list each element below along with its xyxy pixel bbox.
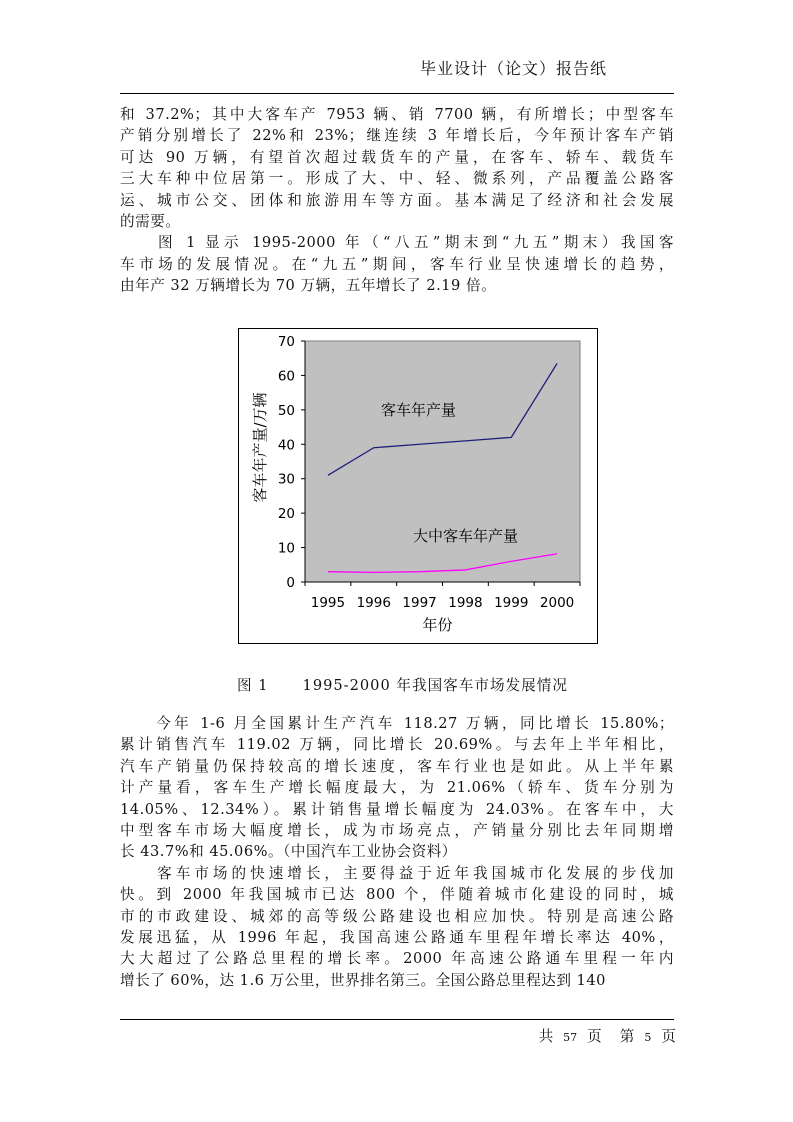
text-line: 产销分别增长了 22%和 23%；继连续 3 年增长后，今年预计客车产销 — [120, 127, 674, 145]
footer-current-unit: 页 — [661, 1028, 676, 1045]
x-tick-label: 1996 — [356, 595, 391, 611]
footer-current-page: 5 — [644, 1031, 652, 1044]
text-line: 14.05%、12.34%）。累计销售量增长幅度为 24.03%。在客车中，大 — [120, 800, 674, 818]
text-line: 可达 90 万辆，有望首次超过载货车的产量，在客车、轿车、载货车 — [120, 148, 674, 166]
x-tick-label: 1995 — [310, 595, 346, 611]
y-tick-label: 50 — [277, 402, 295, 419]
text-line: 计产量看，客车生产增长幅度最大，为 21.06%（轿车、货车分别为 — [120, 779, 674, 797]
y-axis-title: 客车年产量/万辆 — [251, 392, 269, 503]
footer-total-pages: 57 — [563, 1031, 578, 1044]
x-tick-label: 1997 — [402, 595, 437, 611]
line-chart — [239, 329, 597, 643]
text-line: 中型客车市场大幅度增长，成为市场亮点，产销量分别比去年同期增 — [120, 822, 674, 839]
text-line: 增长了 60%，达 1.6 万公里，世界排名第三。全国公路总里程达到 140 — [120, 971, 606, 989]
text-line: 长 43.7%和 45.06%。（中国汽车工业协会资料） — [120, 843, 457, 861]
x-tick-label: 1998 — [448, 595, 483, 611]
y-tick-label: 60 — [277, 368, 295, 385]
y-tick-label: 20 — [277, 506, 295, 523]
figure-caption-label: 图 1 — [237, 677, 269, 694]
text-line: 图 1 显示 1995-2000 年（“八五”期末到“九五”期末）我国客 — [120, 234, 674, 252]
text-line: 三大车种中位居第一。形成了大、中、轻、微系列，产品覆盖公路客 — [120, 170, 674, 188]
y-tick-label: 10 — [277, 540, 295, 557]
text-line: 汽车产销量仍保持较高的增长速度，客车行业也是如此。从上半年累 — [120, 757, 674, 775]
text-line: 发展迅猛，从 1996 年起，我国高速公路通车里程年增长率达 40%， — [120, 929, 674, 946]
x-axis-title: 年份 — [422, 616, 453, 634]
text-line: 市的市政建设、城郊的高等级公路建设也相应加快。特别是高速公路 — [120, 907, 674, 925]
text-line: 快。到 2000 年我国城市已达 800 个，伴随着城市化建设的同时，城 — [120, 886, 674, 904]
footer-total-unit: 页 — [587, 1028, 602, 1045]
x-tick-label: 1999 — [494, 595, 529, 611]
y-tick-label: 0 — [286, 575, 295, 591]
x-tick-label: 2000 — [539, 595, 575, 611]
text-line: 的需要。 — [120, 213, 181, 230]
footer-rule — [120, 1019, 674, 1020]
series-label: 大中客车年产量 — [413, 527, 519, 545]
footer-current-label: 第 — [619, 1028, 635, 1045]
report-header-title: 毕业设计（论文）报告纸 — [419, 59, 607, 78]
y-tick-label: 30 — [277, 471, 295, 488]
page-footer — [0, 1025, 676, 1046]
header-rule — [120, 93, 674, 94]
text-line: 由年产 32 万辆增长为 70 万辆，五年增长了 2.19 倍。 — [120, 277, 497, 295]
text-line: 大大超过了公路总里程的增长率。2000 年高速公路通车里程一年内 — [120, 950, 674, 968]
footer-total-label: 共 — [538, 1028, 554, 1045]
text-line: 和 37.2%；其中大客车产 7953 辆、销 7700 辆，有所增长；中型客车 — [120, 106, 674, 123]
series-label: 客车年产量 — [381, 401, 457, 419]
text-line: 客车市场的快速增长，主要得益于近年我国城市化发展的步伐加 — [120, 864, 674, 882]
text-line: 车市场的发展情况。在“九五”期间，客车行业呈快速增长的趋势， — [120, 255, 674, 273]
y-tick-label: 40 — [277, 437, 295, 454]
y-tick-label: 70 — [277, 334, 295, 350]
text-line: 今年 1-6 月全国累计生产汽车 118.27 万辆，同比增长 15.80%； — [120, 715, 674, 732]
text-line: 累计销售汽车 119.02 万辆，同比增长 20.69%。与去年上半年相比， — [120, 736, 674, 754]
figure-caption-text: 1995-2000 年我国客车市场发展情况 — [302, 677, 568, 694]
plot-area — [305, 341, 580, 582]
text-line: 运、城市公交、团体和旅游用车等方面。基本满足了经济和社会发展 — [120, 191, 674, 209]
chart-frame — [238, 328, 598, 644]
